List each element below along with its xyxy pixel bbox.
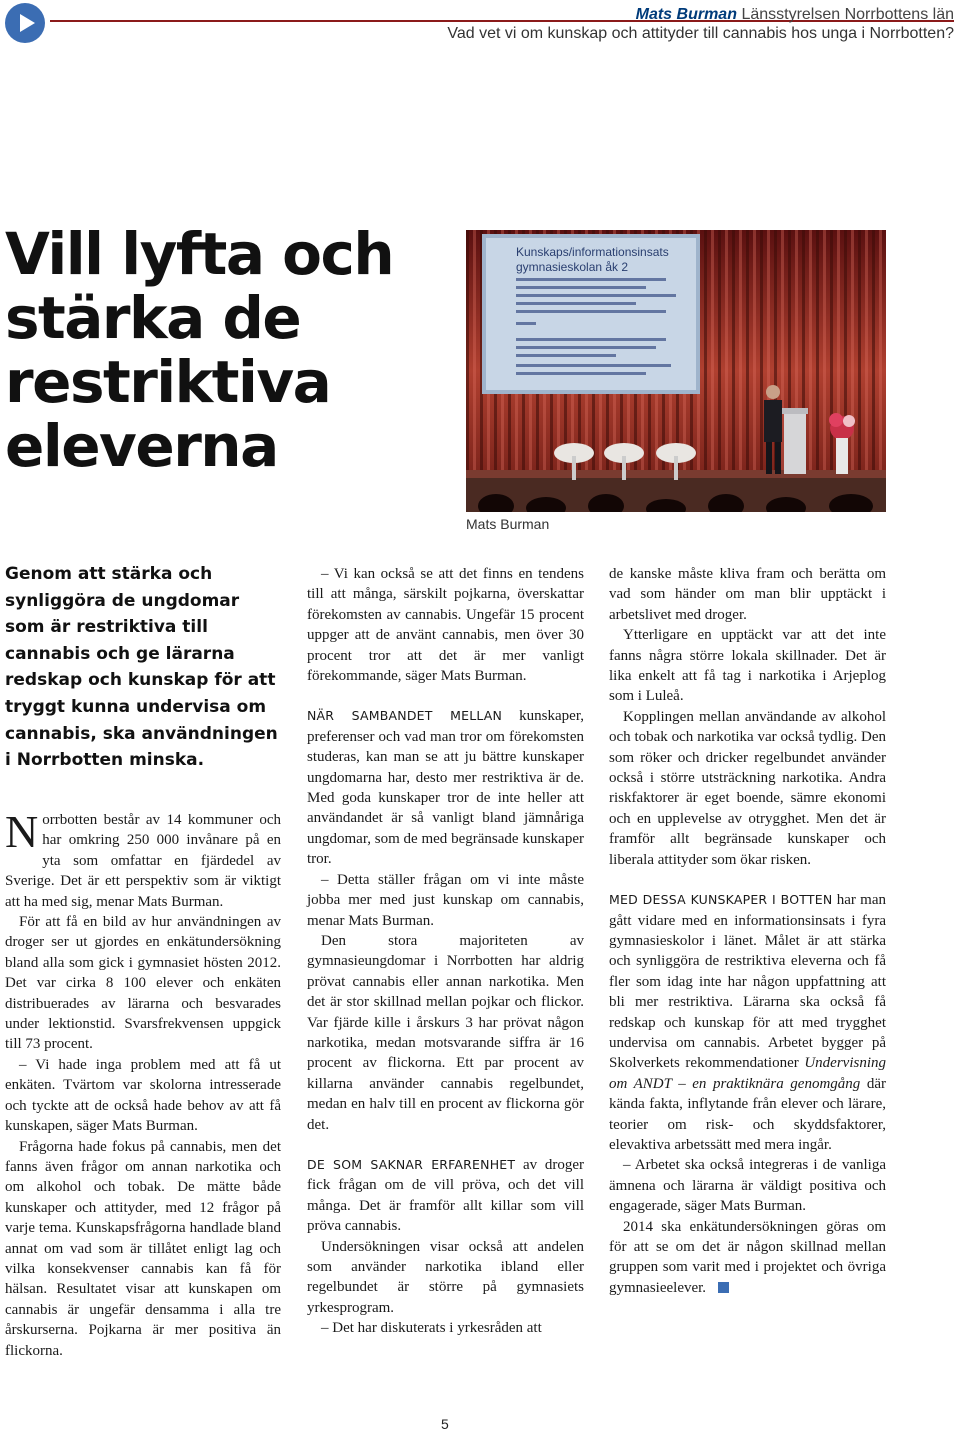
- projection-screen: [482, 234, 700, 394]
- header-author-line: [636, 6, 954, 24]
- section-lead: NÄR SAMBANDET MELLAN: [307, 708, 503, 724]
- body-column-3: [609, 564, 886, 1298]
- paragraph: – Arbetet ska också integreras i de vanliga ämnena och lärarna är väldigt positiva och engagerade, säger Mats Burman.: [609, 1157, 886, 1215]
- paragraph: de kanske måste kliva fram och berätta om vad som händer om man blir upptäckt i arbetslivet med droger.: [609, 566, 886, 623]
- paragraph: DE SOM SAKNAR ERFARENHET av droger fick frågan om de vill pröva, och det vill många. Det är framför allt killar som vill pröva cannabis.: [307, 1156, 584, 1235]
- article-ingress: Genom att stärka och synliggöra de ungdomar som är restriktiva till cannabis och ge lärarna redskap och kunskap för att tryggt kunna undervisa om cannabis, ska användningen i Norrbotten minska.: [5, 564, 278, 771]
- paragraph: 2014 ska enkätundersökningen göras om för att se om det är någon skillnad mellan gruppen som varit med i projektet och övriga gymnasieelever.: [609, 1218, 886, 1296]
- page-number: 5: [441, 1416, 449, 1432]
- play-button[interactable]: [5, 3, 45, 43]
- header-organization: Länsstyrelsen Norrbottens län: [741, 6, 954, 23]
- paragraph: – Detta ställer frågan om vi inte måste jobba mer med just kunskap om cannabis, menar Mats Burman.: [307, 871, 584, 929]
- paragraph: – Vi kan också se att det finns en tendens till att många, särskilt pojkarna, överskattar förekomsten av cannabis. Ungefär 15 procent uppger att de använt cannabis, men över 30 procent tror att det är mer vanligt förekommande, säger Mats Burman.: [307, 566, 584, 685]
- paragraph: NÄR SAMBANDET MELLAN kunskaper, preferenser och vad man tror om förekomsten studeras, kan man se att ju bättre kunskaper ungdomarna har, desto mer restriktiva är de. Med goda kunskaper tror de inte heller att användandet är så vanligt bland jämnåriga ungdomar, som de med begränsade kunskaper tror.: [307, 708, 584, 868]
- stage-chairs: [554, 443, 696, 480]
- photo-caption: Mats Burman: [466, 516, 550, 532]
- paragraph: MED DESSA KUNSKAPER I BOTTEN har man gått vidare med en informationsinsats i fyra gymnasieskolor i länet. Målet är att stärka och synliggöra de restriktiva eleverna och få fler som idag inte har någon uppfattning att bli mer restriktiva. Lärarna ska också få redskap och kunskap för att med trygghet undervisa om cannabis. Arbetet bygger på Skolverkets rekommendationer Undervisning om ANDT – en praktiknära genomgång där kända fakta, inflytande från elever och lärare, teorier om risk- och skyddsfaktorer, elevaktiva arbetssätt med mera ingår.: [609, 892, 887, 1153]
- body-column-1: [5, 806, 281, 1361]
- paragraph: – Vi hade inga problem med att få ut enkäten. Tvärtom var skolorna intresserade och tyckte att de också hade behov av att få kunskapen, säger Mats Burman.: [5, 1056, 281, 1135]
- paragraph: Norrbotten består av 14 kommuner och har omkring 250 000 invånare på en yta som omfattar en fjärdedel av Sverige. Det är ett perspektiv som är viktigt att ha med sig, menar Mats Burman.: [5, 806, 281, 910]
- paragraph: Undersökningen visar också att andelen som använder narkotika ibland eller regelbundet är större på gymnasiets yrkesprogram.: [307, 1238, 584, 1316]
- header-subtitle: Vad vet vi om kunskap och attityder till cannabis hos unga i Norrbotten?: [447, 25, 954, 42]
- section-lead: DE SOM SAKNAR ERFARENHET: [307, 1156, 516, 1172]
- article-title: Vill lyfta och stärka de restriktiva eleverna: [5, 220, 394, 480]
- paragraph: – Det har diskuterats i yrkesråden att: [321, 1320, 542, 1337]
- drop-cap: N: [5, 806, 39, 857]
- body-column-2: [307, 564, 584, 1339]
- end-mark-icon: [718, 1282, 729, 1293]
- paragraph: Frågorna hade fokus på cannabis, men det fanns även frågor om annan narkotika och om alkohol och tobak. De mätte både kunskaper och attityder, med 12 frågor på varje tema. Kunskapsfrågorna handlade bland annat om vad som är tillåtet enligt lag och vilka konsekvenser cannabis kan få för hälsan. Resultatet visar att kunskapen om cannabis är ungefär densamma i alla tre årskurserna. Pojkarna är mer positiva än flickorna.: [5, 1138, 281, 1359]
- speaker-photo: [466, 230, 886, 512]
- paragraph: För att få en bild av hur användningen av droger ser ut gjordes en enkätundersökning bland alla som gick i gymnasiet hösten 2012. Det var cirka 8 100 elever och enkäten distribuerades av lärarna och besvarades under lektionstid. Svarsfrekvensen uppgick till 73 procent.: [5, 914, 281, 1053]
- header-author: Mats Burman: [635, 6, 737, 23]
- section-lead: MED DESSA KUNSKAPER I BOTTEN: [609, 892, 833, 908]
- paragraph: Kopplingen mellan användande av alkohol och tobak och narkotika var också tydlig. Den som röker och dricker regelbundet använder också i större utsträckning narkotika. Andra riskfaktorer är eget boende, sämre ekonomi och en upplevelse av otrygghet. Men det är framför allt begränsade kunskaper och liberala attityder som ökar risken.: [609, 708, 886, 868]
- publication-title: Undervisning om ANDT – en praktiknära genomgång: [609, 1055, 886, 1092]
- podium: [782, 408, 808, 474]
- paragraph: Den stora majoriteten av gymnasieungdomar i Norrbotten har aldrig prövat cannabis eller annan narkotika. Men det är stor skillnad mellan pojkar och flickor. Var fjärde kille i årskurs 3 har prövat någon narkotika, medan motsvarande siffra är 16 procent av flickorna. Ett par procent av killarna använder cannabis regelbundet, medan en halv till en procent av flickorna gör det.: [307, 932, 584, 1133]
- slide-heading-2: gymnasieskolan åk 2: [516, 260, 629, 274]
- paragraph: Ytterligare en upptäckt var att det inte fanns några större lokala skillnader. Det är lika enkelt att få tag i narkotika i Arjeplog som i Luleå.: [609, 627, 886, 705]
- slide-heading-1: Kunskaps/informationsinsats: [516, 245, 669, 259]
